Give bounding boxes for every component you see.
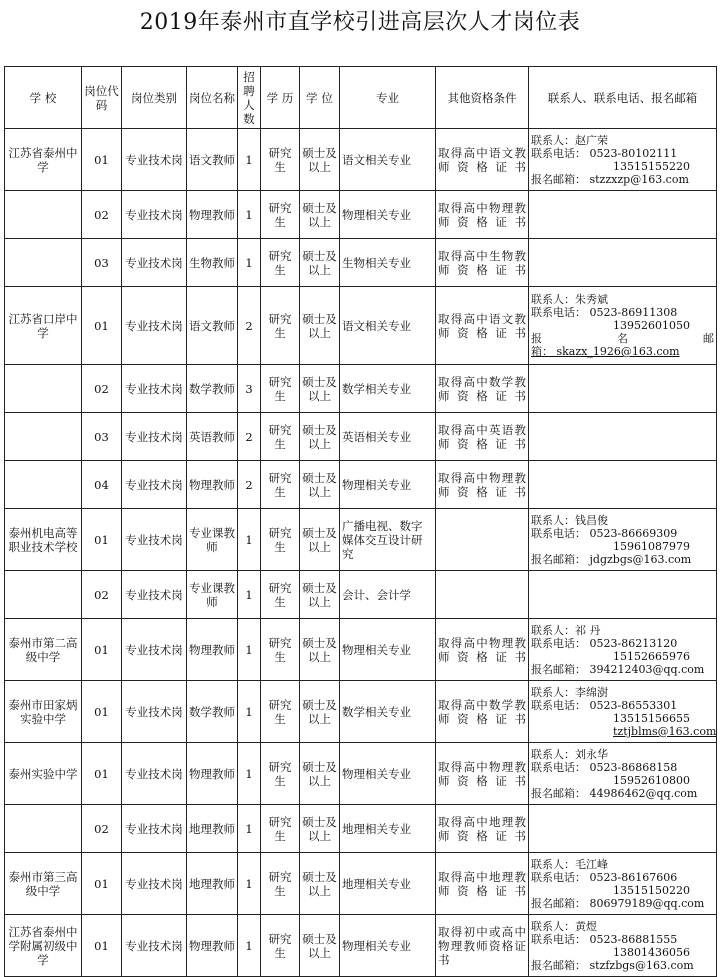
table-row	[5, 619, 717, 681]
code-cell: 02	[82, 571, 122, 619]
post-cell: 英语教师	[187, 413, 238, 461]
contact-cell	[529, 461, 717, 509]
contact-email[interactable]: tztjblms@163.com	[613, 724, 717, 738]
degree-cell: 硕士及以上	[300, 129, 340, 191]
education-cell: 研究生	[261, 681, 300, 743]
post-cell: 地理教师	[187, 805, 238, 853]
code-cell: 01	[82, 853, 122, 915]
code-cell: 01	[82, 619, 122, 681]
code-cell: 02	[82, 805, 122, 853]
other-cell: 取得初中或高中物理教师资格证书	[436, 915, 529, 977]
major-cell: 广播电视、数字媒体交互设计研究	[340, 509, 436, 571]
contact-phone: 联系电话： 0523-86669309	[531, 526, 678, 540]
contact-phone2: 13801436056	[613, 945, 690, 959]
education-cell: 研究生	[261, 571, 300, 619]
contact-phone: 联系电话： 0523-80102111	[531, 146, 678, 160]
degree-cell: 硕士及以上	[300, 239, 340, 287]
education-cell: 研究生	[261, 619, 300, 681]
other-cell: 取得高中物理教师资格证书	[436, 461, 529, 509]
contact-email[interactable]: 报名邮箱： stzfzbgs@163.com	[531, 958, 694, 972]
other-cell: 取得高中物理教师资格证书	[436, 619, 529, 681]
count-cell: 2	[238, 413, 261, 461]
code-cell: 01	[82, 681, 122, 743]
header-code: 岗位代码	[82, 67, 122, 129]
code-cell: 01	[82, 743, 122, 805]
contact-phone2: 15952610800	[613, 773, 690, 787]
major-cell: 物理相关专业	[340, 743, 436, 805]
contact-email[interactable]: 报名邮箱： jdgzbgs@163.com	[531, 552, 692, 566]
table-row	[5, 743, 717, 805]
contact-name: 联系人：刘永华	[531, 747, 608, 761]
other-cell: 取得高中英语教师资格证书	[436, 413, 529, 461]
degree-cell: 硕士及以上	[300, 365, 340, 413]
contact-name: 联系人：朱秀斌	[531, 293, 608, 306]
school-cell	[5, 239, 82, 287]
major-cell: 会计、会计学	[340, 571, 436, 619]
count-cell: 1	[238, 743, 261, 805]
other-cell: 取得高中地理教师资格证书	[436, 853, 529, 915]
education-cell: 研究生	[261, 413, 300, 461]
count-cell: 1	[238, 681, 261, 743]
table-row	[5, 191, 717, 239]
code-cell: 04	[82, 461, 122, 509]
major-cell: 数学相关专业	[340, 365, 436, 413]
post-cell: 数学教师	[187, 365, 238, 413]
header-school: 学 校	[5, 67, 82, 129]
major-cell: 地理相关专业	[340, 805, 436, 853]
education-cell: 研究生	[261, 509, 300, 571]
contact-phone2: 15152665976	[613, 649, 690, 663]
contact-email-label: 报 名 邮	[531, 332, 714, 345]
code-cell: 01	[82, 509, 122, 571]
contact-cell	[529, 413, 717, 461]
contact-cell	[529, 619, 717, 681]
post-cell: 生物教师	[187, 239, 238, 287]
post-cell: 语文教师	[187, 129, 238, 191]
education-cell: 研究生	[261, 853, 300, 915]
table-row	[5, 413, 717, 461]
header-category: 岗位类别	[122, 67, 187, 129]
major-cell: 物理相关专业	[340, 915, 436, 977]
header-degree: 学 位	[300, 67, 340, 129]
degree-cell: 硕士及以上	[300, 413, 340, 461]
contact-cell	[529, 853, 717, 915]
other-cell: 取得高中语文教师资格证书	[436, 287, 529, 365]
post-cell: 物理教师	[187, 743, 238, 805]
code-cell: 01	[82, 287, 122, 365]
contact-phone2: 13515156655	[613, 711, 690, 725]
contact-phone: 联系电话： 0523-86881555	[531, 932, 678, 946]
school-cell: 泰州市田家炳实验中学	[5, 681, 82, 743]
contact-phone2: 13952601050	[613, 319, 690, 332]
count-cell: 1	[238, 853, 261, 915]
education-cell: 研究生	[261, 239, 300, 287]
school-cell: 江苏省泰州中学附属初级中学	[5, 915, 82, 977]
contact-email[interactable]: 报名邮箱： 806979189@qq.com	[531, 896, 705, 910]
count-cell: 1	[238, 571, 261, 619]
category-cell: 专业技术岗	[122, 129, 187, 191]
school-cell: 泰州实验中学	[5, 743, 82, 805]
school-cell: 泰州市第二高级中学	[5, 619, 82, 681]
other-cell: 取得高中语文教师资格证书	[436, 129, 529, 191]
other-cell: 取得高中数学教师资格证书	[436, 681, 529, 743]
count-cell: 1	[238, 129, 261, 191]
education-cell: 研究生	[261, 915, 300, 977]
count-cell: 3	[238, 365, 261, 413]
contact-phone2: 13515150220	[613, 883, 690, 897]
degree-cell: 硕士及以上	[300, 191, 340, 239]
degree-cell: 硕士及以上	[300, 571, 340, 619]
category-cell: 专业技术岗	[122, 191, 187, 239]
positions-table	[4, 66, 717, 977]
post-cell: 语文教师	[187, 287, 238, 365]
category-cell: 专业技术岗	[122, 461, 187, 509]
table-row	[5, 805, 717, 853]
degree-cell: 硕士及以上	[300, 287, 340, 365]
school-cell: 江苏省泰州中学	[5, 129, 82, 191]
category-cell: 专业技术岗	[122, 287, 187, 365]
count-cell: 2	[238, 287, 261, 365]
category-cell: 专业技术岗	[122, 915, 187, 977]
contact-cell	[529, 805, 717, 853]
contact-phone: 联系电话： 0523-86213120	[531, 636, 678, 650]
contact-name: 联系人：黄煜	[531, 919, 597, 933]
degree-cell: 硕士及以上	[300, 461, 340, 509]
post-cell: 物理教师	[187, 461, 238, 509]
contact-phone: 联系电话： 0523-86911308	[531, 306, 678, 319]
category-cell: 专业技术岗	[122, 571, 187, 619]
education-cell: 研究生	[261, 287, 300, 365]
contact-name: 联系人：祁 丹	[531, 623, 601, 637]
table-row	[5, 853, 717, 915]
post-cell: 物理教师	[187, 191, 238, 239]
other-cell: 取得高中数学教师资格证书	[436, 365, 529, 413]
degree-cell: 硕士及以上	[300, 853, 340, 915]
contact-cell	[529, 191, 717, 239]
degree-cell: 硕士及以上	[300, 805, 340, 853]
post-cell: 地理教师	[187, 853, 238, 915]
major-cell: 语文相关专业	[340, 287, 436, 365]
count-cell: 1	[238, 915, 261, 977]
code-cell: 03	[82, 413, 122, 461]
contact-name: 联系人：李绵澍	[531, 685, 608, 699]
table-row	[5, 239, 717, 287]
education-cell: 研究生	[261, 191, 300, 239]
degree-cell: 硕士及以上	[300, 509, 340, 571]
table-row	[5, 129, 717, 191]
post-cell: 物理教师	[187, 915, 238, 977]
major-cell: 生物相关专业	[340, 239, 436, 287]
code-cell: 01	[82, 129, 122, 191]
category-cell: 专业技术岗	[122, 805, 187, 853]
category-cell: 专业技术岗	[122, 413, 187, 461]
count-cell: 1	[238, 191, 261, 239]
contact-cell	[529, 129, 717, 191]
post-cell: 专业课教师	[187, 571, 238, 619]
other-cell: 取得高中生物教师资格证书	[436, 239, 529, 287]
major-cell: 物理相关专业	[340, 191, 436, 239]
contact-cell	[529, 365, 717, 413]
degree-cell: 硕士及以上	[300, 743, 340, 805]
school-cell	[5, 461, 82, 509]
other-cell: 取得高中地理教师资格证书	[436, 805, 529, 853]
degree-cell: 硕士及以上	[300, 681, 340, 743]
contact-cell	[529, 287, 717, 365]
school-cell: 泰州机电高等职业技术学校	[5, 509, 82, 571]
category-cell: 专业技术岗	[122, 365, 187, 413]
table-row	[5, 681, 717, 743]
count-cell: 1	[238, 509, 261, 571]
major-cell: 数学相关专业	[340, 681, 436, 743]
header-row	[5, 67, 717, 129]
major-cell: 物理相关专业	[340, 619, 436, 681]
contact-cell	[529, 681, 717, 743]
contact-phone: 联系电话： 0523-86553301	[531, 698, 678, 712]
contact-phone: 联系电话： 0523-86868158	[531, 760, 678, 774]
table-row	[5, 571, 717, 619]
code-cell: 01	[82, 915, 122, 977]
school-cell	[5, 191, 82, 239]
category-cell: 专业技术岗	[122, 853, 187, 915]
contact-cell	[529, 239, 717, 287]
education-cell: 研究生	[261, 461, 300, 509]
code-cell: 03	[82, 239, 122, 287]
major-cell: 物理相关专业	[340, 461, 436, 509]
post-cell: 专业课教师	[187, 509, 238, 571]
education-cell: 研究生	[261, 129, 300, 191]
category-cell: 专业技术岗	[122, 619, 187, 681]
degree-cell: 硕士及以上	[300, 619, 340, 681]
contact-email[interactable]: 报名邮箱： 44986462@qq.com	[531, 786, 698, 800]
degree-cell: 硕士及以上	[300, 915, 340, 977]
post-cell: 物理教师	[187, 619, 238, 681]
category-cell: 专业技术岗	[122, 681, 187, 743]
header-education: 学 历	[261, 67, 300, 129]
header-count: 招聘人数	[238, 67, 261, 129]
contact-email[interactable]: 箱： skazx_1926@163.com	[531, 345, 680, 358]
school-cell	[5, 413, 82, 461]
school-cell	[5, 805, 82, 853]
other-cell	[436, 571, 529, 619]
education-cell: 研究生	[261, 805, 300, 853]
header-other: 其他资格条件	[436, 67, 529, 129]
contact-email[interactable]: 报名邮箱： stzzxzp@163.com	[531, 172, 689, 186]
header-post-name: 岗位名称	[187, 67, 238, 129]
contact-phone: 联系电话： 0523-86167606	[531, 870, 678, 884]
table-row	[5, 915, 717, 977]
count-cell: 1	[238, 619, 261, 681]
contact-cell	[529, 915, 717, 977]
count-cell: 1	[238, 239, 261, 287]
education-cell: 研究生	[261, 743, 300, 805]
count-cell: 1	[238, 805, 261, 853]
school-cell	[5, 571, 82, 619]
count-cell: 2	[238, 461, 261, 509]
major-cell: 英语相关专业	[340, 413, 436, 461]
table-row	[5, 287, 717, 365]
contact-cell	[529, 571, 717, 619]
other-cell: 取得高中物理教师资格证书	[436, 191, 529, 239]
header-contact: 联系人、联系电话、报名邮箱	[529, 67, 717, 129]
code-cell: 02	[82, 365, 122, 413]
header-major: 专业	[340, 67, 436, 129]
other-cell	[436, 509, 529, 571]
school-cell	[5, 365, 82, 413]
contact-name: 联系人：钱昌俊	[531, 513, 608, 527]
major-cell: 地理相关专业	[340, 853, 436, 915]
category-cell: 专业技术岗	[122, 239, 187, 287]
contact-phone2: 15961087979	[613, 539, 690, 553]
post-cell: 数学教师	[187, 681, 238, 743]
category-cell: 专业技术岗	[122, 743, 187, 805]
table-row	[5, 509, 717, 571]
contact-email[interactable]: 报名邮箱： 394212403@qq.com	[531, 662, 705, 676]
category-cell: 专业技术岗	[122, 509, 187, 571]
contact-cell	[529, 509, 717, 571]
contact-phone2: 13515155220	[613, 159, 690, 173]
table-row	[5, 461, 717, 509]
code-cell: 02	[82, 191, 122, 239]
school-cell: 江苏省口岸中学	[5, 287, 82, 365]
other-cell: 取得高中物理教师资格证书	[436, 743, 529, 805]
major-cell: 语文相关专业	[340, 129, 436, 191]
contact-name: 联系人：毛江峰	[531, 857, 608, 871]
table-row	[5, 365, 717, 413]
contact-name: 联系人：赵广荣	[531, 133, 608, 147]
page-title: 2019年泰州市直学校引进高层次人才岗位表	[139, 10, 581, 35]
education-cell: 研究生	[261, 365, 300, 413]
school-cell: 泰州市第三高级中学	[5, 853, 82, 915]
contact-cell	[529, 743, 717, 805]
